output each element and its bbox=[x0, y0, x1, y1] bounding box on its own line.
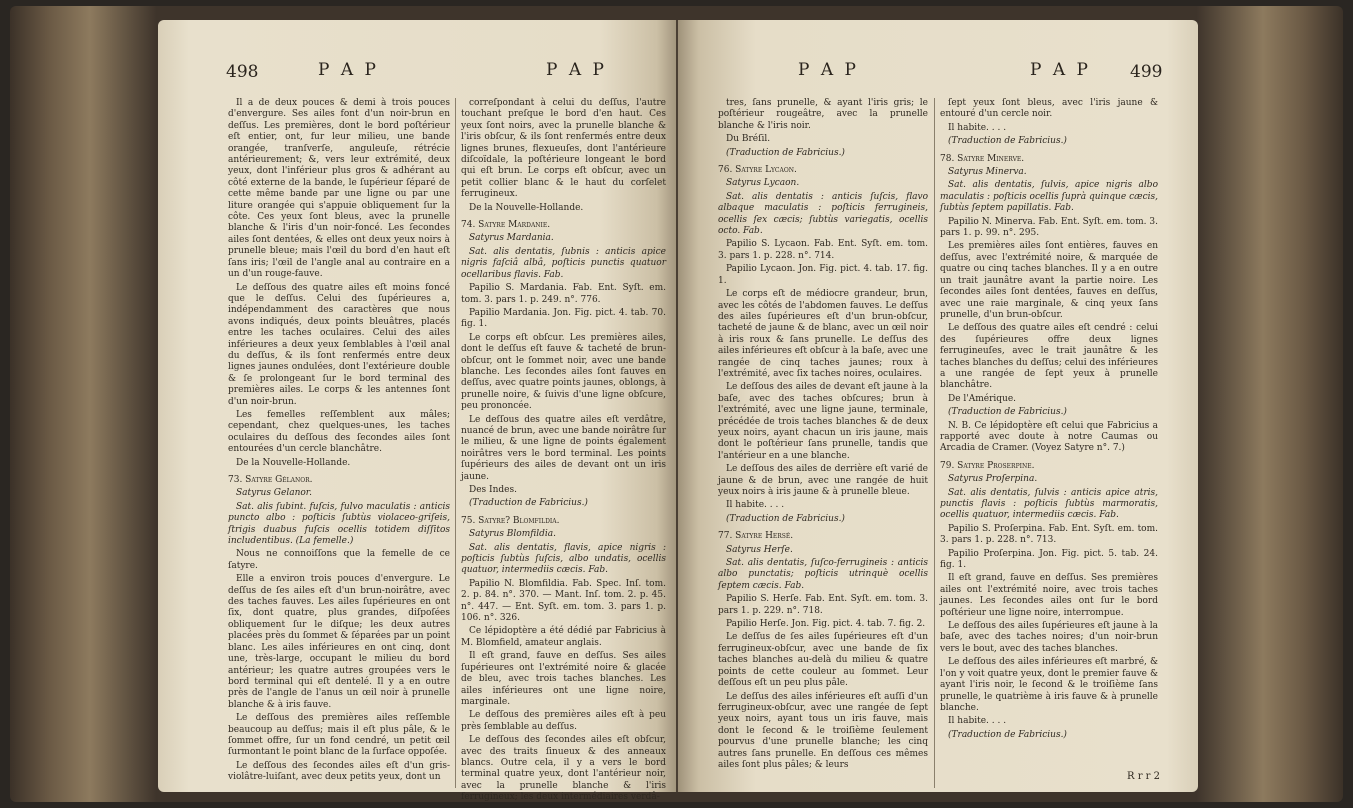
left-header-left: P A P bbox=[318, 60, 379, 80]
right-page bbox=[678, 20, 1198, 792]
paragraph: Satyrus Herſe. bbox=[726, 544, 793, 555]
paragraph: Nous ne connoiſſons que la femelle de ce ſatyre. bbox=[228, 549, 450, 571]
paragraph: Il habite. . . . bbox=[948, 716, 1007, 727]
paragraph: tres, ſans prunelle, & ayant l'iris gris; le poſtérieur rougeâtre, avec la prunelle blanche & l'iris noir. bbox=[718, 98, 928, 131]
left-column-1 bbox=[228, 98, 450, 788]
paragraph: Les femelles reſſemblent aux mâles; cependant, chez quelques-unes, les taches oculaires du deſſous des ſecondes ailes ſont entourées d'un cercle blanchâtre. bbox=[228, 409, 450, 455]
right-page-number: 499 bbox=[1130, 62, 1163, 82]
paragraph: (Traduction de Fabricius.) bbox=[726, 513, 845, 524]
paragraph: Sat. alis dentatis, ſubnis : anticis apice nigris faſciâ albâ, poſticis punctis quatuor ocellaribus flavis. Fab. bbox=[461, 246, 666, 280]
paragraph: Elle a environ trois pouces d'envergure. Le deſſus de ſes ailes eſt d'un brun-noirâtre, avec des taches fauves. Les ailes ſupérieures en ont ſix, dont quatre, plus grandes, diſpoſées obliquement ſur le diſque; les deux autres placées près du ſommet & ſéparées par un point blanc. Les ailes inférieures en ont cinq, dont une, très-large, occupant le milieu du bord antérieur; les quatre autres groupées vers le bord terminal qui eſt dentelé. Il y a en outre près de l'angle de l'anus un œil noir à prunelle blanche & à iris fauve. bbox=[228, 574, 450, 710]
paragraph: Il habite. . . . bbox=[726, 500, 785, 511]
paragraph: Le deſſous des premières ailes eſt à peu près ſemblable au deſſus. bbox=[461, 710, 666, 732]
paragraph: Le deſſous des premières ailes reſſemble beaucoup au deſſus; mais il eſt plus pâle, & le ſommet offre, ſur un fond cendré, un petit œil ſurmontant le point blanc de la ſurface oppoſée. bbox=[228, 713, 450, 758]
left-page bbox=[158, 20, 678, 803]
paragraph: Sat. alis dentatis, ſulvis, apice nigris albo maculatis : poſticis ocellis ſuprà quinque cæcis, ſubtùs ſeptem papillatis. Fab. bbox=[940, 180, 1158, 214]
paragraph: Le deſſous des quatre ailes eſt verdâtre, nuancé de brun, avec une bande noirâtre ſur le milieu, & une ligne de points également noirâtres vers le bord terminal. Les points ſupérieurs des ailes de devant ont un iris jaune. bbox=[461, 414, 666, 482]
right-column-rule bbox=[934, 98, 935, 788]
paragraph: Le corps eſt de médiocre grandeur, brun, avec les côtés de l'abdomen fauves. Le deſſus des ailes ſupérieures eſt d'un brun-obſcur, tacheté de jaune & de blanc, avec un œil noir à iris roux & ſans prunelle. Le deſſus des ailes inférieures eſt obſcur à la baſe, avec une rangée de cinq taches jaunes; roux à l'extrémité, avec ſix taches noires, oculaires. bbox=[718, 289, 928, 379]
paragraph: Le deſſous des ailes inférieures eſt marbré, & l'on y voit quatre yeux, dont le premier fauve & ayant l'iris noir, le ſecond & le troiſième ſans prunelle, le quatrième à iris fauve & à prunelle blanche. bbox=[940, 657, 1158, 713]
paragraph: Le deſſous des ſecondes ailes eſt d'un gris-violâtre-luiſant, avec deux petits yeux, dont un bbox=[228, 760, 450, 783]
paragraph: Le deſſous des ailes de devant eſt jaune à la baſe, avec des taches obſcures; brun à l'extrémité, avec une ligne jaune, terminale, précédée de trois taches blanches & de deux yeux noirs, ayant chacun un iris jaune, mais dont le poſtérieur ſans prunelle, tandis que l'antérieur en a une blanche. bbox=[718, 382, 928, 461]
paragraph: Papilio S. Proſerpina. Fab. Ent. Syſt. em. tom. 3. pars 1. p. 228. n°. 713. bbox=[940, 523, 1158, 546]
paragraph: Du Bréſil. bbox=[726, 134, 771, 145]
paragraph: Satyrus Blomfildia. bbox=[469, 529, 557, 540]
paragraph: Papilio N. Blomfildia. Fab. Spec. Inſ. tom. 2. p. 84. n°. 370. — Mant. Inſ. tom. 2. p. 45. n°. 447. — Ent. Syſt. em. tom. 3. pars 1. p. 106. n°. 326. bbox=[461, 578, 666, 624]
paragraph: Papilio Mardania. Jon. Fig. pict. 4. tab. 70. fig. 1. bbox=[461, 307, 666, 330]
paragraph: Satyrus Gelanor. bbox=[236, 488, 312, 499]
paragraph: Sat. alis dentatis, ſuſco-ferrugineis : anticis albo punctatis; poſticis utrinquè ocellis ſeptem cæcis. Fab. bbox=[718, 558, 928, 591]
paragraph: correſpondant à celui du deſſus, l'autre touchant preſque le bord d'en haut. Ces yeux ſont noirs, avec la prunelle blanche & l'iris obſcur, & ils ſont renfermés entre deux lignes brunes, flexueuſes, dont l'antérieure diſcoïdale, la poſtérieure longeant le bord qui eſt brun. Le corps eſt obſcur, avec un petit collier blanc & le haut du corſelet ferrugineux. bbox=[461, 98, 666, 200]
paragraph: De la Nouvelle-Hollande. bbox=[469, 202, 584, 213]
paragraph: Le deſſous des ſecondes ailes eſt obſcur, avec des traits ſinueux & des anneaux blancs. Outre cela, il y a vers le bord terminal quatre yeux, dont l'antérieur noir, avec la prunelle blanche & l'iris ferrugineux; les deux intermédiaires verdâ- bbox=[461, 735, 666, 803]
paragraph: Papilio S. Lycaon. Fab. Ent. Syſt. em. tom. 3. pars 1. p. 228. n°. 714. bbox=[718, 239, 928, 261]
paragraph: Le deſſous des quatre ailes eſt cendré : celui des ſupérieures offre deux lignes ferrugineuſes, avec le trait jaunâtre & les taches blanches du deſſus; celui des inférieures a une rangée de ſept yeux à prunelle blanchâtre. bbox=[940, 323, 1158, 391]
paragraph: (Traduction de Fabricius.) bbox=[948, 407, 1067, 418]
paragraph: N. B. Ce lépidoptère eſt celui que Fabricius a rapporté avec doute à notre Caumas ou Arcadia de Cramer. (Voyez Satyre n°. 7.) bbox=[940, 420, 1158, 454]
paragraph: Sat. alis dentatis, flavis, apice nigris : poſticis ſubtùs ſuſcis, albo undatis, ocellis quatuor, intermediis cæcis. Fab. bbox=[461, 542, 666, 576]
paragraph: Papilio Lycaon. Jon. Fig. pict. 4. tab. 17. fig. 1. bbox=[718, 264, 928, 286]
paragraph: Papilio Proſerpina. Jon. Fig. pict. 5. tab. 24. fig. 1. bbox=[940, 548, 1158, 571]
paragraph: Sat. alis dentatis, ſulvis : anticis apice atris, punctis flavis : poſticis ſubtùs marmoratis, ocellis quatuor, intermediis cæcis. Fab. bbox=[940, 487, 1158, 521]
paragraph: (Traduction de Fabricius.) bbox=[469, 498, 588, 509]
paragraph: Papilio S. Herſe. Fab. Ent. Syſt. em. tom. 3. pars 1. p. 229. n°. 718. bbox=[718, 594, 928, 616]
paragraph: (Traduction de Fabricius.) bbox=[948, 136, 1067, 147]
paragraph: Satyrus Proſerpina. bbox=[948, 474, 1038, 485]
right-header-right: P A P bbox=[1030, 60, 1091, 80]
paragraph: Le deſſous des quatre ailes eſt moins foncé que le deſſus. Celui des ſupérieures a, indépendamment des caractères que nous avons indiqués, deux points bleuâtres, placés entre les taches oculaires. Celui des ailes inférieures a deux yeux ſemblables à l'œil anal du deſſus, & ils ſont renfermés entre deux lignes jaunes ondulées, dont l'extérieure double & ſe prolongeant ſur le bord terminal des premières ailes. Le corps & les antennes ſont d'un noir-brun. bbox=[228, 282, 450, 407]
paragraph: Papilio S. Mardania. Fab. Ent. Syſt. em. tom. 3. pars 1. p. 249. n°. 776. bbox=[461, 283, 666, 305]
paragraph: Sat. alis ſubint. fuſcis, fulvo maculatis : anticis puncto albo : poſticis ſubtùs violaceo-griſeis, ſtrigis duabus fuſcis ocellis totidem diſſitos includentibus. (La femelle.) bbox=[228, 501, 450, 547]
page-signature: R r r 2 bbox=[1127, 771, 1160, 782]
entry-heading: 73. Satyre Gélanor. bbox=[228, 475, 313, 485]
paragraph: Sat. alis dentatis : anticis ſuſcis, flavo albaque maculatis : poſticis ferrugineis, ocellis ſex cæcis; ſubtùs variegatis, ocellis octo. Fab. bbox=[718, 191, 928, 237]
paragraph: De la Nouvelle-Hollande. bbox=[236, 457, 351, 468]
paragraph: Il habite. . . . bbox=[948, 122, 1007, 133]
right-column-1 bbox=[718, 98, 928, 788]
paragraph: (Traduction de Fabricius.) bbox=[948, 729, 1067, 740]
left-column-2 bbox=[461, 98, 666, 803]
paragraph: De l'Amérique. bbox=[948, 393, 1017, 404]
right-column-2 bbox=[940, 98, 1158, 788]
entry-heading: 79. Satyre Proſerpine. bbox=[940, 460, 1035, 471]
paragraph: Le deſſus des ailes inférieures eſt auſſi d'un ferrugineux-obſcur, avec une rangée de ſept yeux noirs, ayant tous un iris fauve, mais dont le ſecond & le troiſième ſeulement pourvus d'une prunelle blanche; les cinq autres ſans prunelle. En deſſous ces mêmes ailes ſont plus pâles; & leurs bbox=[718, 691, 928, 770]
entry-heading: 77. Satyre Herſé. bbox=[718, 531, 794, 542]
paragraph: Le deſſous des ailes ſupérieures eſt jaune à la baſe, avec des taches noires; d'un noir-brun vers le bout, avec des taches blanches. bbox=[940, 621, 1158, 654]
right-header-left: P A P bbox=[798, 60, 859, 80]
paragraph: ſept yeux ſont bleus, avec l'iris jaune & entouré d'un cercle noir. bbox=[940, 98, 1158, 120]
paragraph: Satyrus Mardania. bbox=[469, 233, 554, 244]
paragraph: Ce lépidoptère a été dédié par Fabricius à M. Blomfield, amateur anglais. bbox=[461, 626, 666, 648]
paragraph: Il eſt grand, fauve en deſſus. Ses ailes ſupérieures ont l'extrémité noire & glacée de bleu, avec trois taches blanches. Les ailes inférieures ont une ligne noire, marginale. bbox=[461, 651, 666, 707]
paragraph: Il a de deux pouces & demi à trois pouces d'envergure. Ses ailes font d'un noir-brun en deſſus. Les premières, dont le bord poſtérieur eſt entier, ont, fur leur milieu, une bande orangée, tranſverſe, anguleuſe, rétrécie antérieurement; &, vers leur extrémité, deux yeux, dont l'inférieur plus gros & adhérant au côté externe de la bande, le ſupérieur ſéparé de cette même bande par une ligne ou par une liture orangée qui s'appuie obliquement ſur la côte. Ces yeux ſont bleus, avec la prunelle blanche & l'iris d'un noir-foncé. Les ſecondes ailes ſont dentées, & elles ont deux yeux noirs à prunelle bleue; mais l'œil du bord d'en haut eſt ſans iris; l'œil de l'angle anal au contraire en a un d'un rouge-fauve. bbox=[228, 98, 450, 280]
entry-heading: 75. Satyre? Blomfildia. bbox=[461, 515, 560, 526]
paragraph: Satyrus Minerva. bbox=[948, 167, 1027, 178]
paragraph: Papilio Herſe. Jon. Fig. pict. 4. tab. 7. fig. 2. bbox=[726, 619, 926, 630]
paragraph: Papilio N. Minerva. Fab. Ent. Syſt. em. tom. 3. pars 1. p. 99. n°. 295. bbox=[940, 216, 1158, 239]
paragraph: Des Indes. bbox=[469, 485, 517, 495]
paragraph: Le deſſus de ſes ailes ſupérieures eſt d'un ferrugineux-obſcur, avec une bande de ſix taches blanches au-delà du milieu & quatre points de cette couleur au ſommet. Leur deſſous eſt un peu plus pâle. bbox=[718, 632, 928, 689]
entry-heading: 76. Satyre Lycaon. bbox=[718, 165, 797, 176]
paragraph: Il eſt grand, fauve en deſſus. Ses premières ailes ont l'extrémité noire, avec trois taches jaunes. Les ſecondes ailes ont ſur le bord poſtérieur une ligne noire, interrompue. bbox=[940, 573, 1158, 618]
entry-heading: 78. Satyre Minerve. bbox=[940, 153, 1025, 164]
paragraph: Les premières ailes ſont entières, fauves en deſſus, avec l'extrémité noire, & marquée de quatre ou cinq taches blanches. Il y a en outre un trait jaunâtre avant la partie noire. Les ſecondes ailes ſont dentées, fauves en deſſus, avec une raie marginale, & cinq yeux ſans prunelle, d'un brun-obſcur. bbox=[940, 241, 1158, 320]
paragraph: (Traduction de Fabricius.) bbox=[726, 147, 845, 158]
left-column-rule bbox=[455, 98, 456, 788]
paragraph: Satyrus Lycaon. bbox=[726, 178, 800, 189]
left-page-number: 498 bbox=[226, 62, 259, 82]
entry-heading: 74. Satyre Mardanie. bbox=[461, 220, 551, 231]
left-header-right: P A P bbox=[546, 60, 607, 80]
paragraph: Le corps eſt obſcur. Les premières ailes, dont le deſſus eſt fauve & tacheté de brun-obſcur, ont le ſommet noir, avec une bande blanche. Les ſecondes ailes ſont fauves en deſſus, avec quatre points jaunes, oblongs, à prunelle noire, & ſuivis d'une ligne obſcure, peu prononcée. bbox=[461, 332, 666, 412]
paragraph: Le deſſous des ailes de derrière eſt varié de jaune & de brun, avec une rangée de huit yeux noirs à iris jaune & à prunelle bleue. bbox=[718, 464, 928, 497]
